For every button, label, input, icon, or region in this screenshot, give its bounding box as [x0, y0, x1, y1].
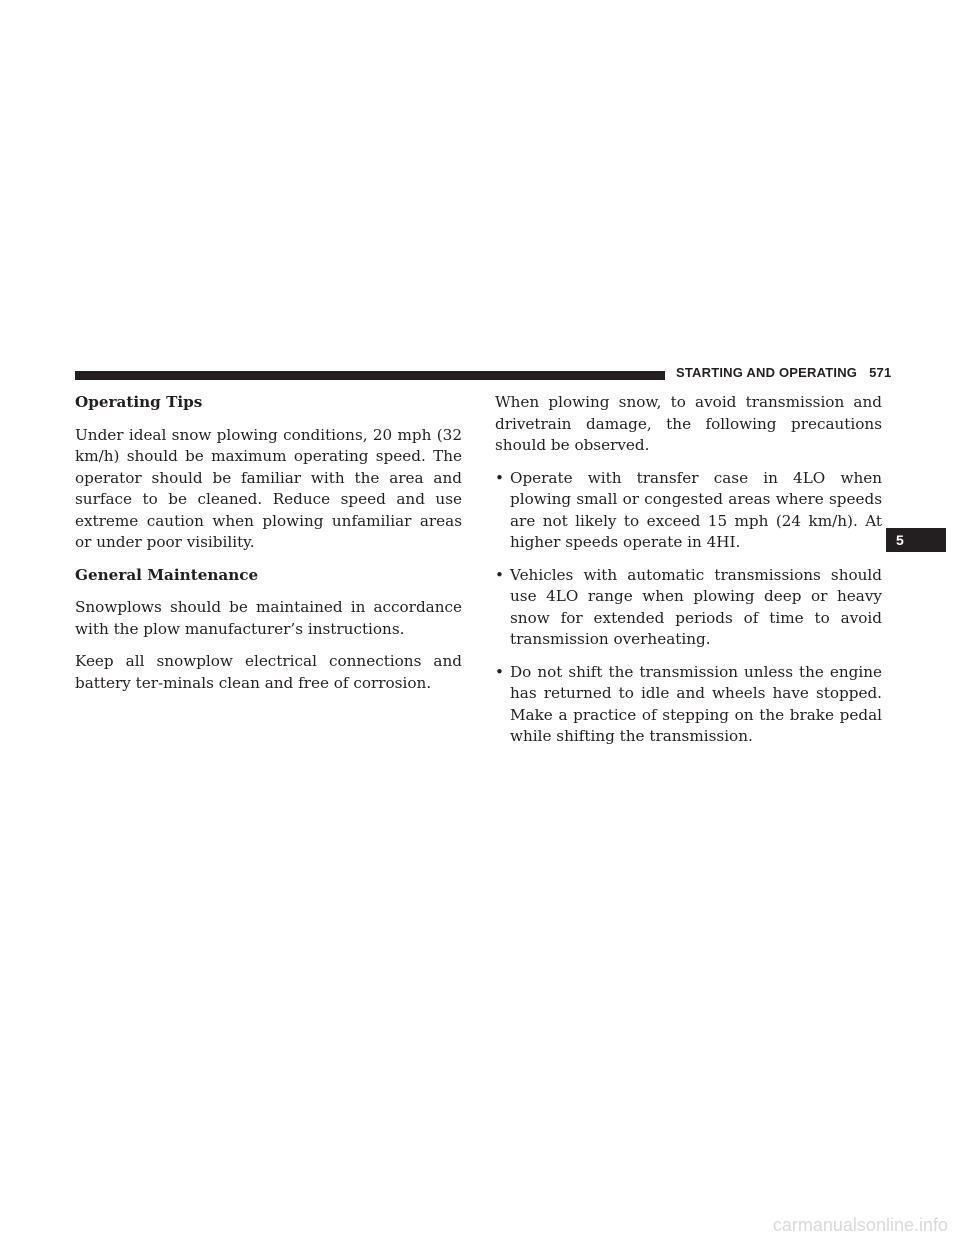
list-item-text: Operate with transfer case in 4LO when plowing small or congested areas where speeds are not likely to exceed 15 mph (24 km/h). At higher speeds operate in 4HI.: [510, 468, 882, 551]
paragraph-operating-tips: Under ideal snow plowing conditions, 20 mph (32 km/h) should be maximum operating speed. The operator should be familiar with the area and surface to be cleaned. Reduce speed and use extreme caution when plowing unfamiliar areas or under poor visibility.: [75, 425, 462, 551]
list-item: [495, 662, 882, 748]
list-item-text: Do not shift the transmission unless the engine has returned to idle and wheels have stopped. Make a practice of stepping on the brake pedal while shifting the transmission.: [510, 662, 882, 745]
precautions-list: [495, 468, 882, 748]
heading-general-maintenance: General Maintenance: [75, 565, 259, 584]
paragraph-electrical: Keep all snowplow electrical connections and battery ter-minals clean and free of corrosion.: [75, 652, 462, 692]
bullet-icon: •: [495, 662, 504, 681]
chapter-tab: 5: [886, 528, 946, 552]
list-item: [495, 468, 882, 554]
heading-operating-tips: Operating Tips: [75, 393, 203, 411]
bullet-icon: •: [495, 468, 504, 487]
right-column: [495, 392, 882, 759]
list-item-text: Vehicles with automatic transmissions should use 4LO range when plowing deep or heavy snow for extended periods of time to avoid transmission overheating.: [510, 565, 882, 648]
watermark: carmanualsonline.info: [772, 1215, 948, 1235]
list-item: [495, 565, 882, 651]
paragraph-maintenance: Snowplows should be maintained in accordance with the plow manufacturer’s instructions.: [75, 598, 462, 638]
left-column: [75, 392, 462, 705]
running-header: [676, 365, 892, 380]
paragraph-precautions-intro: When plowing snow, to avoid transmission and drivetrain damage, the following precautions should be observed.: [495, 393, 882, 454]
section-title: STARTING AND OPERATING: [676, 365, 858, 380]
page-number: 571: [869, 365, 892, 380]
header-rule: [75, 371, 665, 380]
bullet-icon: •: [495, 565, 504, 584]
